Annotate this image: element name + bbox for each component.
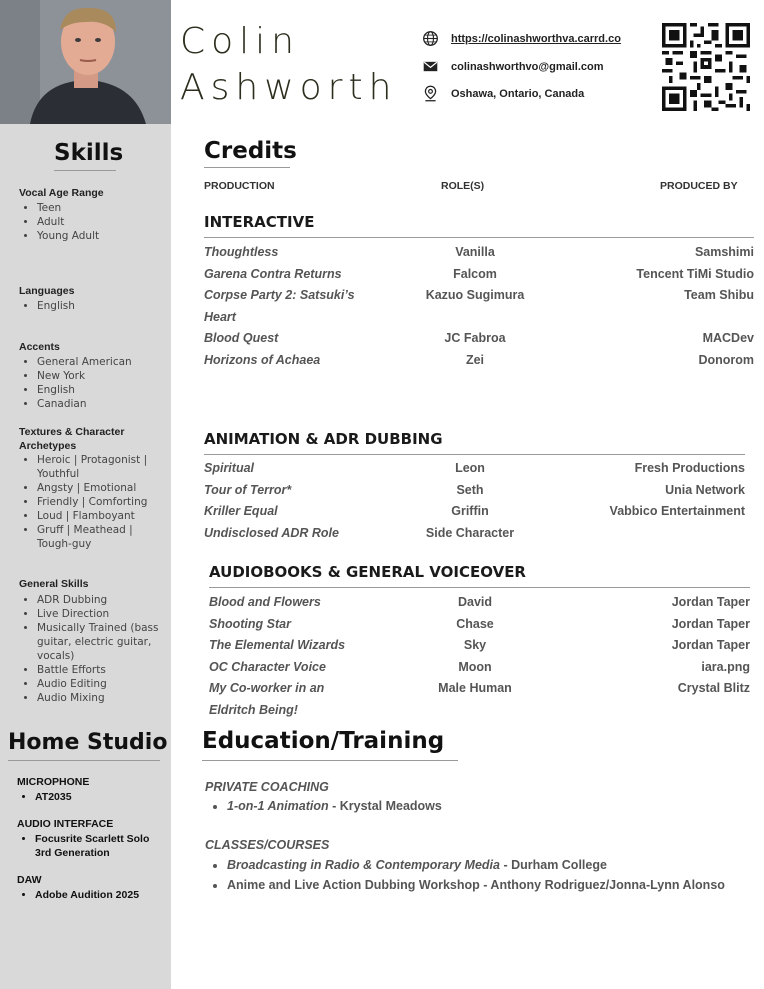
credit-row [204, 461, 745, 482]
languages-list [19, 299, 75, 313]
credit-row [204, 331, 754, 352]
list-item: • Focusrite Scarlett Solo 3rd Generation [35, 832, 160, 860]
list-item: • Loud | Flamboyant [37, 509, 157, 523]
private-coaching-list [208, 796, 442, 816]
credit-row [204, 245, 754, 266]
credit-role: Vanilla [455, 245, 495, 259]
list-item: • Musically Trained (bass guitar, electric guitar, vocals) [37, 621, 165, 663]
credit-producer: Unia Network [665, 482, 745, 497]
credit-title: Eldritch Being! [209, 703, 298, 717]
credit-row [209, 595, 750, 616]
daw-label: DAW [17, 874, 42, 886]
qr-code[interactable] [662, 23, 750, 111]
list-item: • Battle Efforts [37, 663, 165, 677]
email-row[interactable] [422, 58, 604, 75]
textures-list [19, 453, 157, 551]
audiobooks-heading: AUDIOBOOKS & GENERAL VOICEOVER [209, 563, 526, 581]
credit-title: Tour of Terror* [204, 482, 292, 497]
private-coaching-label: PRIVATE COACHING [205, 780, 329, 794]
credit-role: Male Human [438, 681, 512, 696]
home-studio-heading: Home Studio [8, 730, 168, 755]
animation-heading: ANIMATION & ADR DUBBING [204, 430, 443, 448]
location-row [422, 85, 584, 102]
credit-producer: iara.png [701, 659, 750, 674]
column-produced-by: PRODUCED BY [660, 180, 738, 192]
credit-role: Chase [456, 616, 494, 631]
location-pin-icon [422, 85, 439, 102]
credit-title: Spiritual [204, 461, 255, 475]
credit-row [209, 681, 750, 702]
audio-interface-list [17, 832, 160, 860]
audiobooks-divider [209, 587, 750, 588]
list-item: • Teen [37, 201, 99, 215]
credit-producer: Jordan Taper [671, 595, 750, 609]
languages-label: Languages [19, 285, 75, 297]
credit-row [204, 483, 745, 504]
credit-row [204, 353, 754, 374]
credit-title: The Elemental Wizards [209, 638, 346, 653]
course-name: Broadcasting in Radio & Contemporary Media [227, 858, 500, 872]
credit-title: Undisclosed ADR Role [204, 525, 339, 540]
audio-interface-label: AUDIO INTERFACE [17, 818, 114, 830]
mail-icon [422, 58, 439, 75]
credit-row [209, 638, 750, 659]
accents-list [19, 355, 132, 411]
credit-row [209, 660, 750, 681]
credit-title: Kriller Equal [204, 504, 278, 519]
list-item [227, 855, 725, 875]
list-item: • Young Adult [37, 229, 99, 243]
email-text[interactable]: colinashworthvo@gmail.com [451, 60, 604, 73]
credit-title: Thoughtless [204, 245, 279, 259]
credit-title: OC Character Voice [209, 659, 326, 674]
credit-producer: Vabbico Entertainment [609, 504, 745, 519]
credit-row [209, 617, 750, 638]
credit-producer: Samshimi [694, 245, 754, 259]
skills-underline [54, 170, 116, 171]
daw-list [17, 888, 139, 902]
website-row[interactable] [422, 30, 621, 47]
list-item: • Live Direction [37, 607, 165, 621]
credit-role: Zei [465, 353, 485, 367]
microphone-list [17, 790, 72, 804]
list-item: • ADR Dubbing [37, 593, 165, 607]
accents-label: Accents [19, 341, 60, 353]
credit-title: Blood Quest [204, 331, 279, 346]
website-link[interactable]: https://colinashworthva.carrd.co [451, 32, 621, 45]
list-item: • Adobe Audition 2025 [35, 888, 139, 902]
credit-role: JC Fabroa [444, 331, 506, 346]
list-item: • Canadian [37, 397, 132, 411]
list-item: • Audio Editing [37, 677, 165, 691]
microphone-label: MICROPHONE [17, 776, 90, 788]
list-item: • Friendly | Comforting [37, 495, 157, 509]
vocal-age-label: Vocal Age Range [19, 187, 104, 199]
column-roles: ROLE(S) [441, 180, 485, 192]
credit-role: Moon [458, 659, 492, 674]
credit-row [204, 288, 754, 309]
credit-role: Kazuo Sugimura [425, 288, 525, 303]
list-item: • Anime and Live Action Dubbing Workshop - Anthony Rodriguez/Jonna-Lynn Alonso [227, 875, 725, 895]
animation-divider [204, 454, 745, 455]
credits-heading: Credits [204, 138, 297, 164]
education-underline [202, 760, 458, 761]
classes-courses-label: CLASSES/COURSES [205, 838, 330, 852]
list-item: • Angsty | Emotional [37, 481, 157, 495]
last-name: Ashworth [180, 67, 398, 108]
credit-title: Heart [204, 309, 236, 324]
credit-producer: MACDev [702, 331, 754, 346]
credit-title: Shooting Star [209, 616, 291, 631]
list-item: • AT2035 [35, 790, 72, 804]
list-item: • New York [37, 369, 132, 383]
list-item: • Gruff | Meathead | Tough-guy [37, 523, 157, 551]
globe-icon [422, 30, 439, 47]
credit-producer: Fresh Productions [634, 461, 745, 475]
credits-underline [204, 167, 290, 168]
list-item: • English [37, 383, 132, 397]
credit-producer: Donorom [698, 353, 754, 367]
list-item [227, 796, 442, 816]
credit-row [204, 504, 745, 525]
list-item: • Audio Mixing [37, 691, 165, 705]
credit-role: Seth [456, 482, 484, 497]
profile-photo [0, 0, 171, 124]
credit-role: Falcom [453, 266, 497, 281]
credit-producer: Crystal Blitz [677, 681, 750, 696]
credit-row [204, 267, 754, 288]
credit-title: Horizons of Achaea [204, 353, 321, 367]
list-item: • General American [37, 355, 132, 369]
education-heading: Education/Training [202, 728, 445, 754]
vocal-age-list [19, 201, 99, 243]
list-item: • English [37, 299, 75, 313]
credit-row [209, 703, 750, 724]
interactive-heading: INTERACTIVE [204, 213, 315, 231]
location-text: Oshawa, Ontario, Canada [451, 87, 585, 100]
credit-role: David [457, 595, 493, 609]
skills-heading: Skills [54, 140, 124, 166]
course-name: 1-on-1 Animation [227, 799, 329, 813]
course-provider: - Krystal Meadows [328, 799, 442, 813]
credit-title: My Co-worker in an [209, 681, 325, 696]
general-skills-list [19, 593, 165, 705]
credit-producer: Jordan Taper [671, 638, 750, 653]
general-skills-label: General Skills [19, 578, 89, 590]
credit-title: Blood and Flowers [209, 595, 321, 609]
first-name: Colin [180, 21, 300, 62]
credit-role: Side Character [425, 525, 515, 540]
list-item: • Heroic | Protagonist | Youthful [37, 453, 157, 481]
credit-title: Garena Contra Returns [204, 266, 342, 281]
textures-label: Textures & Character Archetypes [19, 426, 125, 452]
credit-producer: Team Shibu [684, 288, 754, 303]
home-studio-underline [8, 760, 160, 761]
course-provider: - Durham College [499, 858, 607, 872]
column-production: PRODUCTION [204, 180, 275, 192]
credit-producer: Tencent TiMi Studio [636, 266, 754, 281]
classes-courses-list [208, 855, 725, 895]
credit-row [204, 310, 754, 331]
list-item: • Adult [37, 215, 99, 229]
credit-role: Griffin [451, 504, 489, 519]
credit-row [204, 526, 745, 547]
credit-producer: Jordan Taper [671, 616, 750, 631]
credit-title: Corpse Party 2: Satsuki’s [204, 288, 355, 303]
interactive-divider [204, 237, 754, 238]
credit-role: Leon [455, 461, 485, 475]
credit-role: Sky [463, 638, 487, 653]
